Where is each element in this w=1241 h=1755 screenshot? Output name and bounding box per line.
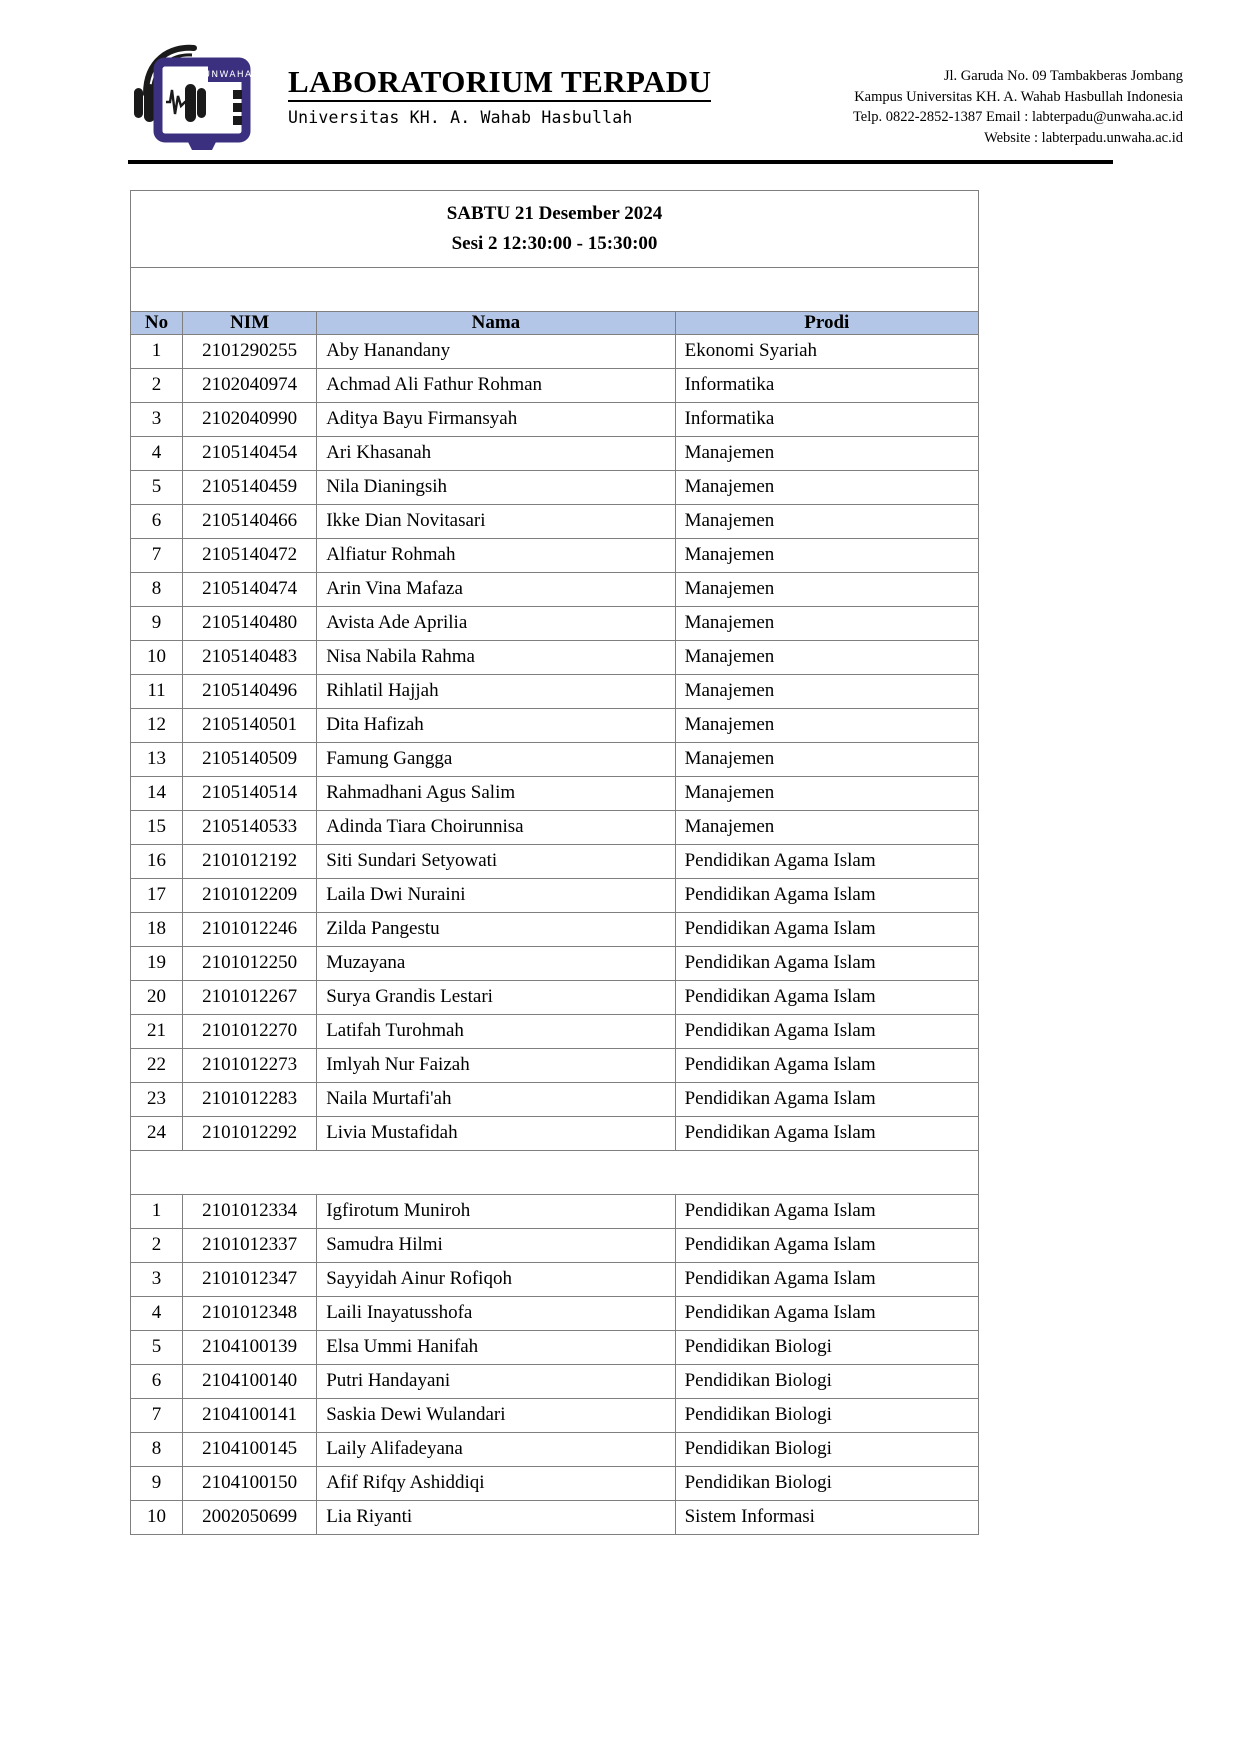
cell-nim: 2104100150: [183, 1467, 317, 1501]
table-row: [131, 675, 979, 709]
table-row: [131, 981, 979, 1015]
cell-nim: 2002050699: [183, 1501, 317, 1535]
cell-nama: Arin Vina Mafaza: [317, 573, 675, 607]
table-row: [131, 1117, 979, 1151]
cell-no: 9: [131, 607, 183, 641]
table-row: [131, 879, 979, 913]
table-row: [131, 335, 979, 369]
cell-prodi: Informatika: [675, 369, 978, 403]
table-row: [131, 743, 979, 777]
cell-nama: Afif Rifqy Ashiddiqi: [317, 1467, 675, 1501]
table-row: [131, 573, 979, 607]
cell-prodi: Informatika: [675, 403, 978, 437]
cell-nama: Nisa Nabila Rahma: [317, 641, 675, 675]
cell-nim: 2105140501: [183, 709, 317, 743]
cell-no: 18: [131, 913, 183, 947]
organization-title: LABORATORIUM TERPADU: [288, 66, 711, 102]
cell-nim: 2105140483: [183, 641, 317, 675]
cell-nim: 2102040974: [183, 369, 317, 403]
cell-no: 17: [131, 879, 183, 913]
table-row: [131, 1263, 979, 1297]
cell-prodi: Manajemen: [675, 607, 978, 641]
cell-prodi: Manajemen: [675, 709, 978, 743]
cell-no: 5: [131, 1331, 183, 1365]
table-row: [131, 1399, 979, 1433]
cell-no: 2: [131, 369, 183, 403]
cell-nama: Ari Khasanah: [317, 437, 675, 471]
cell-no: 2: [131, 1229, 183, 1263]
table-row: [131, 641, 979, 675]
cell-prodi: Manajemen: [675, 573, 978, 607]
table-row: [131, 437, 979, 471]
cell-nama: Igfirotum Muniroh: [317, 1195, 675, 1229]
letterhead-divider: [128, 160, 1113, 164]
cell-prodi: Pendidikan Biologi: [675, 1399, 978, 1433]
cell-nama: Famung Gangga: [317, 743, 675, 777]
lab-section-row: [131, 1151, 979, 1195]
cell-prodi: Pendidikan Biologi: [675, 1365, 978, 1399]
cell-nama: Elsa Ummi Hanifah: [317, 1331, 675, 1365]
cell-prodi: Manajemen: [675, 505, 978, 539]
cell-nama: Lia Riyanti: [317, 1501, 675, 1535]
cell-no: 8: [131, 1433, 183, 1467]
cell-prodi: Manajemen: [675, 743, 978, 777]
cell-no: 7: [131, 1399, 183, 1433]
address-block: [853, 38, 1183, 148]
schedule-table-wrapper: [130, 190, 1113, 1535]
cell-nama: Naila Murtafi'ah: [317, 1083, 675, 1117]
cell-no: 23: [131, 1083, 183, 1117]
cell-nama: Latifah Turohmah: [317, 1015, 675, 1049]
table-row: [131, 505, 979, 539]
lab-section-label: LAB KOMPUTER 1: [131, 268, 979, 312]
cell-prodi: Pendidikan Agama Islam: [675, 1297, 978, 1331]
schedule-table: [130, 190, 979, 1535]
cell-nim: 2104100140: [183, 1365, 317, 1399]
cell-nim: 2104100139: [183, 1331, 317, 1365]
table-row: [131, 1015, 979, 1049]
cell-prodi: Pendidikan Agama Islam: [675, 1083, 978, 1117]
cell-nim: 2101012192: [183, 845, 317, 879]
cell-nim: 2101012270: [183, 1015, 317, 1049]
schedule-session: Sesi 2 12:30:00 - 15:30:00: [451, 232, 658, 254]
cell-prodi: Pendidikan Biologi: [675, 1433, 978, 1467]
cell-nama: Siti Sundari Setyowati: [317, 845, 675, 879]
table-row: [131, 1501, 979, 1535]
headphone-monitor-logo-icon: [128, 38, 278, 150]
schedule-date: SABTU 21 Desember 2024: [446, 203, 663, 225]
schedule-title-row: [131, 191, 979, 268]
cell-nim: 2101012348: [183, 1297, 317, 1331]
cell-nama: Dita Hafizah: [317, 709, 675, 743]
lab-section-row: [131, 268, 979, 312]
table-row: [131, 1467, 979, 1501]
cell-nama: Rihlatil Hajjah: [317, 675, 675, 709]
cell-prodi: Manajemen: [675, 539, 978, 573]
cell-no: 10: [131, 1501, 183, 1535]
unwaha-lab-logo: [128, 38, 278, 148]
address-line-contact: Telp. 0822-2852-1387 Email : labterpadu@unwaha.ac.id: [852, 109, 1183, 126]
cell-nim: 2105140472: [183, 539, 317, 573]
column-header-prodi: Prodi: [675, 312, 978, 335]
cell-no: 4: [131, 1297, 183, 1331]
cell-nama: Imlyah Nur Faizah: [317, 1049, 675, 1083]
cell-no: 4: [131, 437, 183, 471]
cell-no: 15: [131, 811, 183, 845]
table-row: [131, 1049, 979, 1083]
cell-nim: 2105140454: [183, 437, 317, 471]
cell-nama: Sayyidah Ainur Rofiqoh: [317, 1263, 675, 1297]
cell-nama: Ikke Dian Novitasari: [317, 505, 675, 539]
cell-prodi: Ekonomi Syariah: [675, 335, 978, 369]
cell-nama: Putri Handayani: [317, 1365, 675, 1399]
cell-prodi: Pendidikan Agama Islam: [675, 1049, 978, 1083]
logo-badge-text: UNWAHA: [203, 70, 253, 80]
cell-nama: Surya Grandis Lestari: [317, 981, 675, 1015]
organization-title-block: [288, 38, 711, 127]
cell-prodi: Manajemen: [675, 777, 978, 811]
table-row: [131, 1331, 979, 1365]
cell-no: 9: [131, 1467, 183, 1501]
cell-prodi: Pendidikan Agama Islam: [675, 1117, 978, 1151]
cell-nama: Alfiatur Rohmah: [317, 539, 675, 573]
cell-no: 6: [131, 1365, 183, 1399]
cell-nim: 2101012292: [183, 1117, 317, 1151]
cell-nama: Achmad Ali Fathur Rohman: [317, 369, 675, 403]
table-row: [131, 845, 979, 879]
cell-no: 19: [131, 947, 183, 981]
cell-prodi: Pendidikan Agama Islam: [675, 845, 978, 879]
cell-nim: 2101012347: [183, 1263, 317, 1297]
cell-prodi: Manajemen: [675, 471, 978, 505]
cell-nim: 2105140533: [183, 811, 317, 845]
cell-nama: Laila Dwi Nuraini: [317, 879, 675, 913]
cell-prodi: Sistem Informasi: [675, 1501, 978, 1535]
cell-prodi: Manajemen: [675, 811, 978, 845]
cell-nim: 2105140480: [183, 607, 317, 641]
schedule-title-cell: [131, 191, 979, 268]
cell-nama: Zilda Pangestu: [317, 913, 675, 947]
letterhead: [0, 0, 1241, 148]
cell-no: 22: [131, 1049, 183, 1083]
cell-nama: Muzayana: [317, 947, 675, 981]
cell-nim: 2101012337: [183, 1229, 317, 1263]
address-line-website: Website : labterpadu.unwaha.ac.id: [984, 129, 1183, 146]
table-row: [131, 607, 979, 641]
cell-nim: 2101012283: [183, 1083, 317, 1117]
cell-nim: 2101012273: [183, 1049, 317, 1083]
table-row: [131, 369, 979, 403]
lab-section-label: LAB KOMPUTER 2: [131, 1151, 979, 1195]
table-row: [131, 1195, 979, 1229]
cell-nama: Laily Alifadeyana: [317, 1433, 675, 1467]
cell-nim: 2104100141: [183, 1399, 317, 1433]
table-row: [131, 811, 979, 845]
cell-nama: Rahmadhani Agus Salim: [317, 777, 675, 811]
table-row: [131, 1297, 979, 1331]
cell-nim: 2105140474: [183, 573, 317, 607]
cell-no: 3: [131, 403, 183, 437]
cell-nim: 2104100145: [183, 1433, 317, 1467]
cell-no: 11: [131, 675, 183, 709]
table-row: [131, 1083, 979, 1117]
cell-nama: Saskia Dewi Wulandari: [317, 1399, 675, 1433]
cell-no: 3: [131, 1263, 183, 1297]
table-row: [131, 471, 979, 505]
cell-no: 5: [131, 471, 183, 505]
cell-no: 1: [131, 1195, 183, 1229]
cell-no: 1: [131, 335, 183, 369]
cell-nama: Aby Hanandany: [317, 335, 675, 369]
cell-no: 8: [131, 573, 183, 607]
cell-prodi: Manajemen: [675, 437, 978, 471]
address-line-campus: Kampus Universitas KH. A. Wahab Hasbullah Indonesia: [854, 88, 1183, 105]
cell-no: 7: [131, 539, 183, 573]
table-row: [131, 913, 979, 947]
column-header-nim: NIM: [183, 312, 317, 335]
address-line-street: Jl. Garuda No. 09 Tambakberas Jombang: [943, 68, 1183, 84]
cell-no: 6: [131, 505, 183, 539]
cell-prodi: Pendidikan Agama Islam: [675, 1263, 978, 1297]
cell-prodi: Pendidikan Biologi: [675, 1467, 978, 1501]
cell-nama: Aditya Bayu Firmansyah: [317, 403, 675, 437]
cell-nama: Laili Inayatusshofa: [317, 1297, 675, 1331]
cell-nim: 2105140514: [183, 777, 317, 811]
cell-no: 10: [131, 641, 183, 675]
table-row: [131, 403, 979, 437]
cell-nama: Avista Ade Aprilia: [317, 607, 675, 641]
cell-nama: Adinda Tiara Choirunnisa: [317, 811, 675, 845]
cell-prodi: Pendidikan Biologi: [675, 1331, 978, 1365]
cell-nim: 2105140466: [183, 505, 317, 539]
cell-nim: 2105140459: [183, 471, 317, 505]
cell-nim: 2101290255: [183, 335, 317, 369]
cell-prodi: Pendidikan Agama Islam: [675, 1195, 978, 1229]
cell-nim: 2105140496: [183, 675, 317, 709]
organization-subtitle: Universitas KH. A. Wahab Hasbullah: [288, 108, 633, 127]
cell-prodi: Pendidikan Agama Islam: [675, 947, 978, 981]
table-row: [131, 1365, 979, 1399]
cell-prodi: Pendidikan Agama Islam: [675, 1229, 978, 1263]
table-row: [131, 1433, 979, 1467]
cell-nim: 2101012334: [183, 1195, 317, 1229]
cell-nim: 2102040990: [183, 403, 317, 437]
cell-no: 21: [131, 1015, 183, 1049]
table-row: [131, 709, 979, 743]
cell-no: 24: [131, 1117, 183, 1151]
cell-prodi: Pendidikan Agama Islam: [675, 981, 978, 1015]
cell-nama: Nila Dianingsih: [317, 471, 675, 505]
cell-nim: 2101012246: [183, 913, 317, 947]
cell-prodi: Manajemen: [675, 641, 978, 675]
column-header-nama: Nama: [317, 312, 675, 335]
column-header-no: No: [131, 312, 183, 335]
table-row: [131, 539, 979, 573]
cell-nim: 2101012267: [183, 981, 317, 1015]
cell-no: 20: [131, 981, 183, 1015]
table-row: [131, 777, 979, 811]
cell-nim: 2105140509: [183, 743, 317, 777]
cell-no: 16: [131, 845, 183, 879]
cell-no: 13: [131, 743, 183, 777]
cell-no: 12: [131, 709, 183, 743]
table-row: [131, 947, 979, 981]
cell-nama: Samudra Hilmi: [317, 1229, 675, 1263]
column-header-row: [131, 312, 979, 335]
cell-prodi: Pendidikan Agama Islam: [675, 913, 978, 947]
table-row: [131, 1229, 979, 1263]
cell-no: 14: [131, 777, 183, 811]
cell-prodi: Pendidikan Agama Islam: [675, 1015, 978, 1049]
cell-nim: 2101012209: [183, 879, 317, 913]
cell-nim: 2101012250: [183, 947, 317, 981]
cell-nama: Livia Mustafidah: [317, 1117, 675, 1151]
cell-prodi: Pendidikan Agama Islam: [675, 879, 978, 913]
cell-prodi: Manajemen: [675, 675, 978, 709]
